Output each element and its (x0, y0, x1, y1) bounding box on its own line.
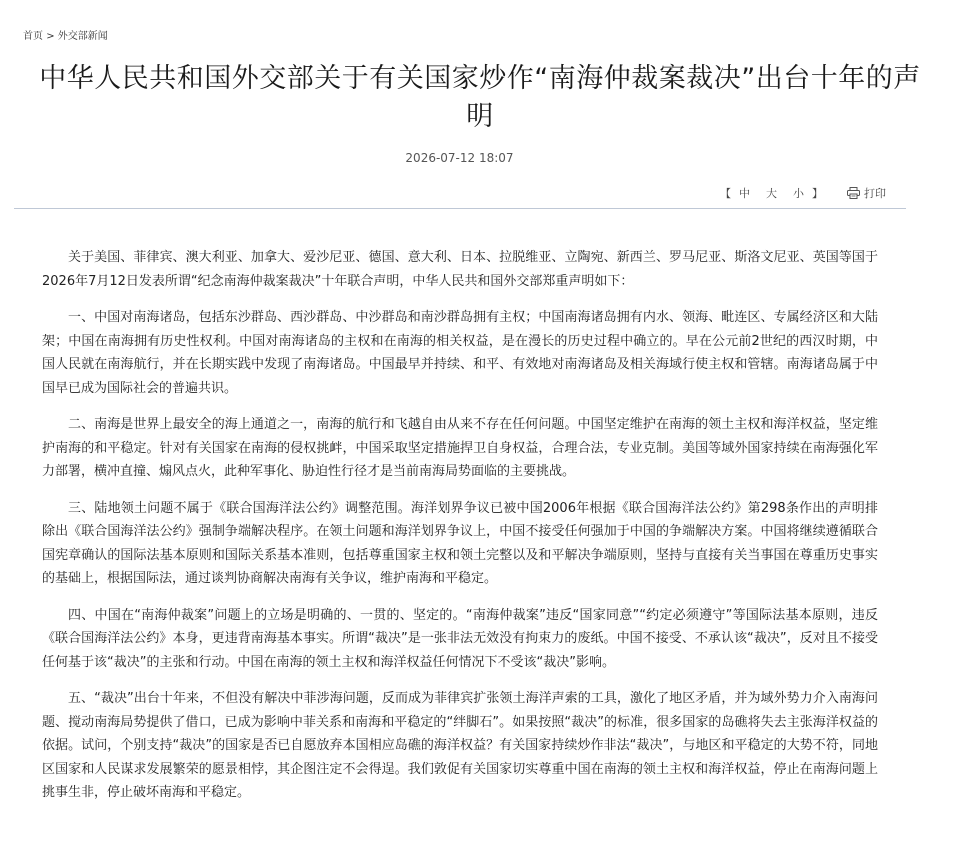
article-paragraph-1: 一、中国对南海诸岛，包括东沙群岛、西沙群岛、中沙群岛和南沙群岛拥有主权；中国南海诸岛拥有内水、领海、毗连区、专属经济区和大陆架；中国在南海拥有历史性权利。中国对南海诸岛的主权和在南海的相关权益，是在漫长的历史过程中确立的。早在公元前2世纪的西汉时期，中国人民就在南海航行，并在长期实践中发现了南海诸岛。中国最早并持续、和平、有效地对南海诸岛及相关海域行使主权和管辖。南海诸岛属于中国早已成为国际社会的普遍共识。 (42, 310, 878, 396)
article-paragraph-5: 五、“裁决”出台十年来，不但没有解决中菲涉海问题，反而成为菲律宾扩张领土海洋声索的工具，激化了地区矛盾，并为域外势力介入南海问题、搅动南海局势提供了借口，已成为影响中菲关系和南海和平稳定的“绊脚石”。如果按照“裁决”的标准，很多国家的岛礁将失去主张海洋权益的依据。试问，个别支持“裁决”的国家是否已自愿放弃本国相应岛礁的海洋权益？有关国家持续炒作非法“裁决”，与地区和平稳定的大势不符，同地区国家和人民谋求发展繁荣的愿景相悖，其企图注定不会得逞。我们敦促有关国家切实尊重中国在南海的领土主权和海洋权益，停止在南海问题上挑事生非，停止破坏南海和平稳定。 (42, 691, 878, 800)
breadcrumb-separator: > (46, 31, 55, 42)
breadcrumb (23, 27, 108, 42)
bracket-open: 【 (720, 187, 731, 200)
article-paragraph-4: 四、中国在“南海仲裁案”问题上的立场是明确的、一贯的、坚定的。“南海仲裁案”违反“国家同意”“约定必须遵守”等国际法基本原则，违反《联合国海洋法公约》本身，更违背南海基本事实。所谓“裁决”是一张非法无效没有拘束力的废纸。中国不接受、不承认该“裁决”，反对且不接受任何基于该“裁决”的主张和行动。中国在南海的领土主权和海洋权益任何情况下不受该“裁决”影响。 (42, 607, 878, 670)
page-title: 中华人民共和国外交部关于有关国家炒作“南海仲裁案裁决”出台十年的声明 (39, 63, 921, 132)
article-paragraph-3: 三、陆地领土问题不属于《联合国海洋法公约》调整范围。海洋划界争议已被中国2006年根据《联合国海洋法公约》第298条作出的声明排除出《联合国海洋法公约》强制争端解决程序。在领土问题和海洋划界争议上，中国不接受任何强加于中国的争端解决方案。中国将继续遵循联合国宪章确认的国际法基本原则和国际关系基本准则，包括尊重国家主权和领土完整以及和平解决争端原则，坚持与直接有关当事国在尊重历史事实的基础上，根据国际法，通过谈判协商解决南海有关争议，维护南海和平稳定。 (42, 500, 878, 586)
divider (14, 208, 906, 209)
font-size-large-button[interactable]: 中 (739, 187, 750, 200)
breadcrumb-section-link[interactable]: 外交部新闻 (57, 31, 108, 42)
print-button[interactable] (847, 185, 886, 201)
font-size-medium-button[interactable]: 大 (766, 187, 777, 200)
article-paragraph-intro: 关于美国、菲律宾、澳大利亚、加拿大、爱沙尼亚、德国、意大利、日本、拉脱维亚、立陶宛、新西兰、罗马尼亚、斯洛文尼亚、英国等国于2026年7月12日发表所谓“纪念南海仲裁案裁决”十年联合声明，中华人民共和国外交部郑重声明如下： (42, 250, 878, 289)
font-size-small-button[interactable]: 小 (793, 187, 804, 200)
print-label: 打印 (864, 187, 886, 200)
article-paragraph-2: 二、南海是世界上最安全的海上通道之一，南海的航行和飞越自由从来不存在任何问题。中国坚定维护在南海的领土主权和海洋权益，坚定维护南海的和平稳定。针对有关国家在南海的侵权挑衅，中国采取坚定措施捍卫自身权益，合理合法，专业克制。美国等域外国家持续在南海强化军力部署，横冲直撞、煽风点火，此种军事化、胁迫性行径才是当前南海局势面临的主要挑战。 (42, 417, 878, 479)
article-body (42, 246, 878, 818)
publish-date: 2026-07-12 18:07 (405, 151, 514, 165)
font-size-switcher (720, 185, 823, 201)
article-toolbar (720, 185, 886, 201)
printer-icon (847, 187, 860, 199)
breadcrumb-home-link[interactable]: 首页 (23, 31, 43, 42)
bracket-close: 】 (812, 187, 823, 200)
